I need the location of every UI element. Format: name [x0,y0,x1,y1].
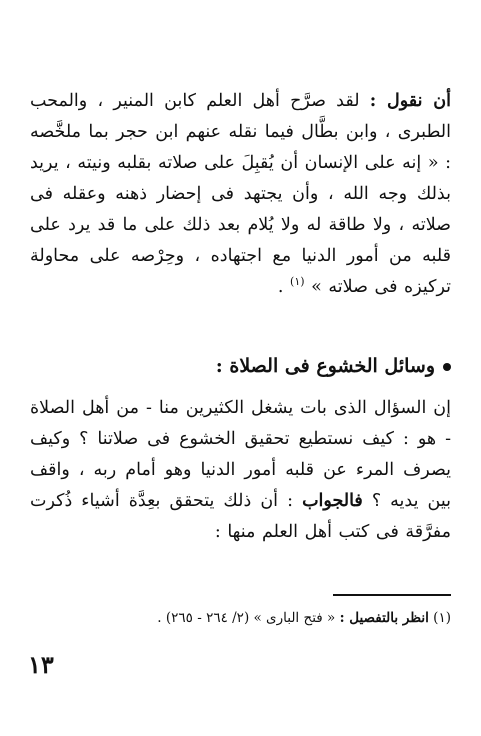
paragraph-tail: : أن ذلك يتحقق بعِدَّة أشياء ذُكرت مفرَّقة فى كتب أهل العلم منها : [30,491,451,542]
footnote-text: « فتح البارى » (٢/ ٢٦٤ - ٢٦٥) . [157,610,340,626]
footnote-lead: انظر بالتفصيل : [339,610,429,626]
footnote-number: (١) [433,610,451,626]
paragraph-tail: . [277,277,291,297]
footnote [30,606,451,630]
paragraph-question [30,393,451,548]
paragraph-answer-statement [30,86,451,303]
paragraph-body: لقد صرَّح أهل العلم كابن المنير ، والمحب الطبرى ، وابن بطَّال فيما نقله عنهم ابن حجر بما ملخَّصه : « إنه على الإنسان أن يُقبِلَ على صلاته بقلبه ونيته ، يريد بذلك وجه الله ، وأن يجتهد فى إحضار ذهنه وعقله فى صلاته ، ولا طاقة له ولا يُلام بعد ذلك على ما قد يرد على قلبه من أمور الدنيا مع اجتهاده ، وحِرْصه على محاولة تركيزه فى صلاته » [30,91,451,297]
section-heading [30,350,451,382]
bullet-icon [443,363,451,371]
paragraph-lead: أن نقول : [369,91,451,111]
answer-label: فالجواب [302,491,363,511]
page-number: ١٣ [28,650,54,679]
paragraph-body: إن السؤال الذى بات يشغل الكثيرين منا - من أهل الصلاة - هو : كيف نستطيع تحقيق الخشوع فى صلاتنا ؟ وكيف يصرف المرء عن قلبه أمور الدنيا وهو أمام ربه ، واقف بين يديه ؟ [30,398,452,511]
footnote-divider [333,594,451,596]
footnote-reference[interactable]: (١) [290,275,305,289]
section-heading-text: وسائل الخشوع فى الصلاة : [215,355,435,377]
